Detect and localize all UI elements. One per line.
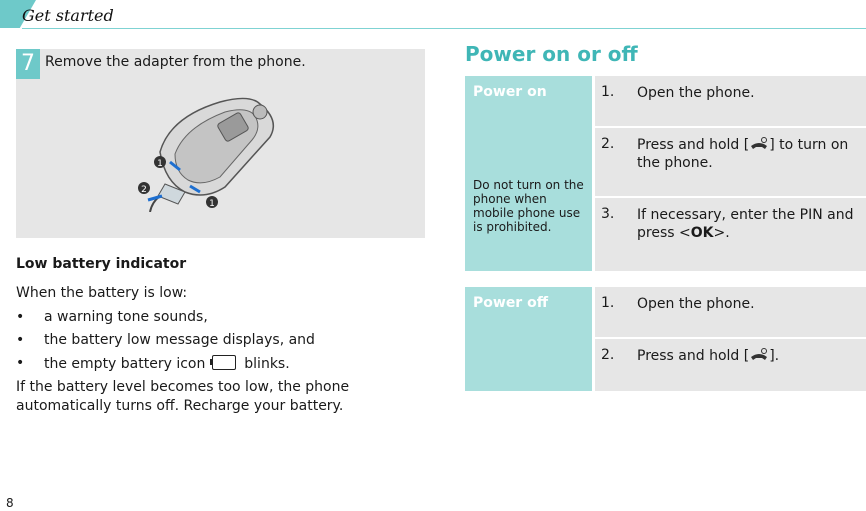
callout-2-icon [138,182,150,195]
step-instruction: Remove the adapter from the phone. [45,54,306,70]
phone-icon [160,98,273,195]
power-off-label-cell [465,287,592,391]
power-on-note: Do not turn on the phone when mobile phone use is prohibited. [473,178,584,234]
callout-1b-icon [206,196,218,209]
page-header-title: Get started [22,6,114,25]
step-number-badge: 7 [16,49,40,79]
low-battery-heading: Low battery indicator [16,256,187,272]
low-battery-intro: When the battery is low: [16,285,188,301]
page-number: 8 [6,496,14,510]
power-on-label-cell [465,76,592,271]
svg-text:1: 1 [209,199,215,209]
table-row: 2. Press and hold [ ]. [595,339,866,391]
table-row: 1. Open the phone. [595,76,866,126]
table-row: 3. If necessary, enter the PIN and press <OK>. [595,198,866,271]
power-end-key-icon [749,137,769,151]
svg-text:1: 1 [157,159,163,169]
section-title: Power on or off [465,42,638,66]
power-on-label: Power on [473,84,547,100]
low-battery-note: If the battery level becomes too low, the phone automatically turns off. Recharge your battery. [16,379,350,414]
power-off-label: Power off [473,295,549,311]
table-row: 1. Open the phone. [595,287,866,337]
header-rule [22,28,866,29]
power-end-key-icon [749,348,769,362]
table-row: 2. Press and hold [ ] to turn on the phone. [595,128,866,196]
svg-text:2: 2 [141,185,147,195]
empty-battery-icon [212,355,236,370]
phone-adapter-illustration [130,92,300,212]
